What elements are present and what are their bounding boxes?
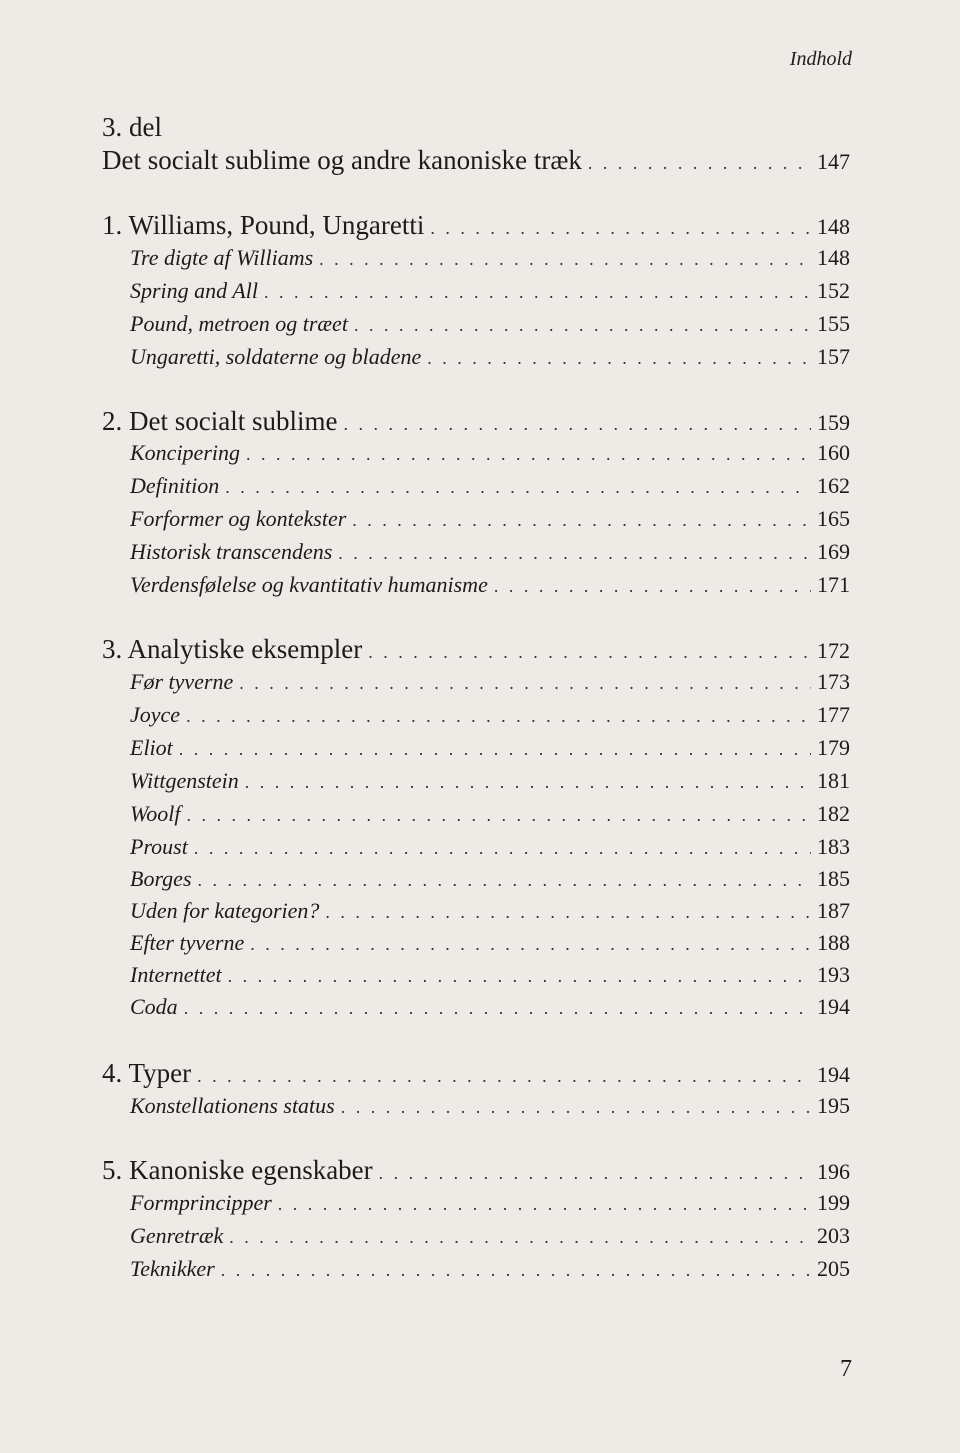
toc-entry-title: Internettet	[130, 962, 222, 987]
toc-entry	[130, 669, 850, 699]
dot-leader	[186, 706, 811, 727]
toc-entry-title: Coda	[130, 994, 178, 1019]
toc-entry	[130, 1190, 850, 1220]
dot-leader	[228, 966, 811, 987]
dot-leader	[319, 249, 811, 270]
toc-entry-page: 205	[817, 1256, 850, 1281]
dot-leader	[187, 805, 811, 826]
toc-entry-title: Definition	[130, 473, 220, 498]
toc-entry-page: 160	[817, 440, 850, 465]
toc-entry-title: Genretræk	[130, 1223, 224, 1248]
dot-leader	[229, 1227, 811, 1248]
toc-entry-page: 165	[817, 506, 850, 531]
toc-entry	[130, 834, 850, 864]
toc-entry-title: Proust	[130, 834, 188, 859]
toc-entry	[130, 311, 850, 341]
toc-entry-title: Borges	[130, 866, 192, 891]
toc-entry-page: 181	[817, 768, 850, 793]
dot-leader	[239, 673, 811, 694]
toc-entry	[130, 473, 850, 503]
toc-entry	[130, 1256, 850, 1286]
running-head: Indhold	[789, 48, 852, 70]
toc-entry-page: 147	[817, 149, 850, 174]
toc-entry-title: Forformer og kontekster	[130, 506, 347, 531]
toc-entry-page: 182	[817, 801, 850, 826]
toc-entry	[130, 801, 850, 831]
toc-entry-title: Woolf	[130, 801, 181, 826]
dot-leader	[245, 772, 811, 793]
toc-entry-page: 194	[817, 994, 850, 1019]
dot-leader	[278, 1194, 811, 1215]
toc-entry	[130, 440, 850, 470]
dot-leader	[264, 282, 811, 303]
toc-entry-title: Eliot	[130, 735, 173, 760]
toc-entry-page: 172	[817, 638, 850, 663]
dot-leader	[341, 1097, 811, 1118]
toc-entry-title: 2. Det socialt sublime	[102, 406, 338, 436]
dot-leader	[246, 444, 811, 465]
toc-entry-page: 173	[817, 669, 850, 694]
part-label: 3. del	[102, 112, 162, 142]
toc-entry	[102, 1155, 850, 1189]
toc-entry-page: 148	[817, 245, 850, 270]
toc-entry-page: 199	[817, 1190, 850, 1215]
toc-entry	[130, 866, 850, 896]
toc-entry	[102, 406, 850, 440]
toc-entry-page: 188	[817, 930, 850, 955]
toc-entry-title: Joyce	[130, 702, 181, 727]
toc-entry	[102, 1058, 850, 1092]
toc-entry-page: 169	[817, 539, 850, 564]
toc-entry	[102, 634, 850, 668]
dot-leader	[368, 642, 811, 663]
toc-entry-page: 157	[817, 344, 850, 369]
dot-leader	[197, 1066, 811, 1087]
toc-entry-title: Efter tyverne	[130, 930, 245, 955]
toc-entry-page: 171	[817, 572, 850, 597]
toc-entry-page: 193	[817, 962, 850, 987]
dot-leader	[588, 153, 811, 174]
toc-entry	[130, 506, 850, 536]
dot-leader	[494, 576, 811, 597]
toc-entry-page: 159	[817, 410, 850, 435]
dot-leader	[343, 414, 811, 435]
toc-entry-page: 162	[817, 473, 850, 498]
toc-entry	[130, 735, 850, 765]
dot-leader	[354, 315, 811, 336]
toc-entry-page: 195	[817, 1093, 850, 1118]
toc-entry-page: 183	[817, 834, 850, 859]
toc-entry-title: Før tyverne	[130, 669, 234, 694]
dot-leader	[194, 838, 811, 859]
toc-entry-title: Ungaretti, soldaterne og bladene	[130, 344, 422, 369]
toc-entry-title: Pound, metroen og træet	[130, 311, 348, 336]
toc-entry-title: Teknikker	[130, 1256, 215, 1281]
dot-leader	[325, 902, 811, 923]
toc-entry-page: 148	[817, 214, 850, 239]
dot-leader	[379, 1163, 811, 1184]
toc-entry-title: Verdensfølelse og kvantitativ humanisme	[130, 572, 488, 597]
toc-entry-title: Uden for kategorien?	[130, 898, 320, 923]
dot-leader	[198, 870, 811, 891]
toc-entry-page: 152	[817, 278, 850, 303]
toc-entry	[130, 1093, 850, 1123]
toc-entry-title: Det socialt sublime og andre kanoniske træk	[102, 145, 582, 175]
dot-leader	[338, 543, 811, 564]
toc-entry-title: Tre digte af Williams	[130, 245, 314, 270]
toc-entry	[130, 962, 850, 992]
dot-leader	[221, 1260, 811, 1281]
toc-entry	[130, 898, 850, 928]
toc-entry-title: 1. Williams, Pound, Ungaretti	[102, 210, 425, 240]
toc-entry-page: 179	[817, 735, 850, 760]
toc-entry-page: 203	[817, 1223, 850, 1248]
toc-entry	[130, 702, 850, 732]
toc-entry	[102, 145, 850, 179]
dot-leader	[179, 739, 811, 760]
dot-leader	[427, 348, 811, 369]
toc-entry	[130, 278, 850, 308]
toc-entry-title: Wittgenstein	[130, 768, 239, 793]
toc-entry-title: 4. Typer	[102, 1058, 192, 1088]
toc-entry-title: Historisk transcendens	[130, 539, 333, 564]
toc-entry-page: 196	[817, 1159, 850, 1184]
toc-entry-page: 177	[817, 702, 850, 727]
dot-leader	[430, 218, 811, 239]
toc-entry-title: 3. Analytiske eksempler	[102, 634, 363, 664]
dot-leader	[225, 477, 811, 498]
dot-leader	[250, 934, 811, 955]
toc-entry-title: 5. Kanoniske egenskaber	[102, 1155, 373, 1185]
toc-entry	[130, 1223, 850, 1253]
toc-entry	[102, 210, 850, 244]
toc-entry	[130, 768, 850, 798]
toc-entry-title: Konstellationens status	[130, 1093, 335, 1118]
toc-entry-page: 155	[817, 311, 850, 336]
dot-leader	[352, 510, 811, 531]
toc-entry	[130, 539, 850, 569]
toc-entry-page: 187	[817, 898, 850, 923]
toc-entry-title: Spring and All	[130, 278, 258, 303]
toc-entry-page: 194	[817, 1062, 850, 1087]
page-number: 7	[840, 1356, 852, 1382]
toc-entry	[130, 994, 850, 1024]
toc-entry	[130, 344, 850, 374]
toc-entry-title: Koncipering	[130, 440, 240, 465]
toc-entry	[130, 930, 850, 960]
toc-entry-title: Formprincipper	[130, 1190, 272, 1215]
dot-leader	[184, 998, 811, 1019]
toc-entry	[130, 245, 850, 275]
toc-entry-page: 185	[817, 866, 850, 891]
toc-entry	[130, 572, 850, 602]
